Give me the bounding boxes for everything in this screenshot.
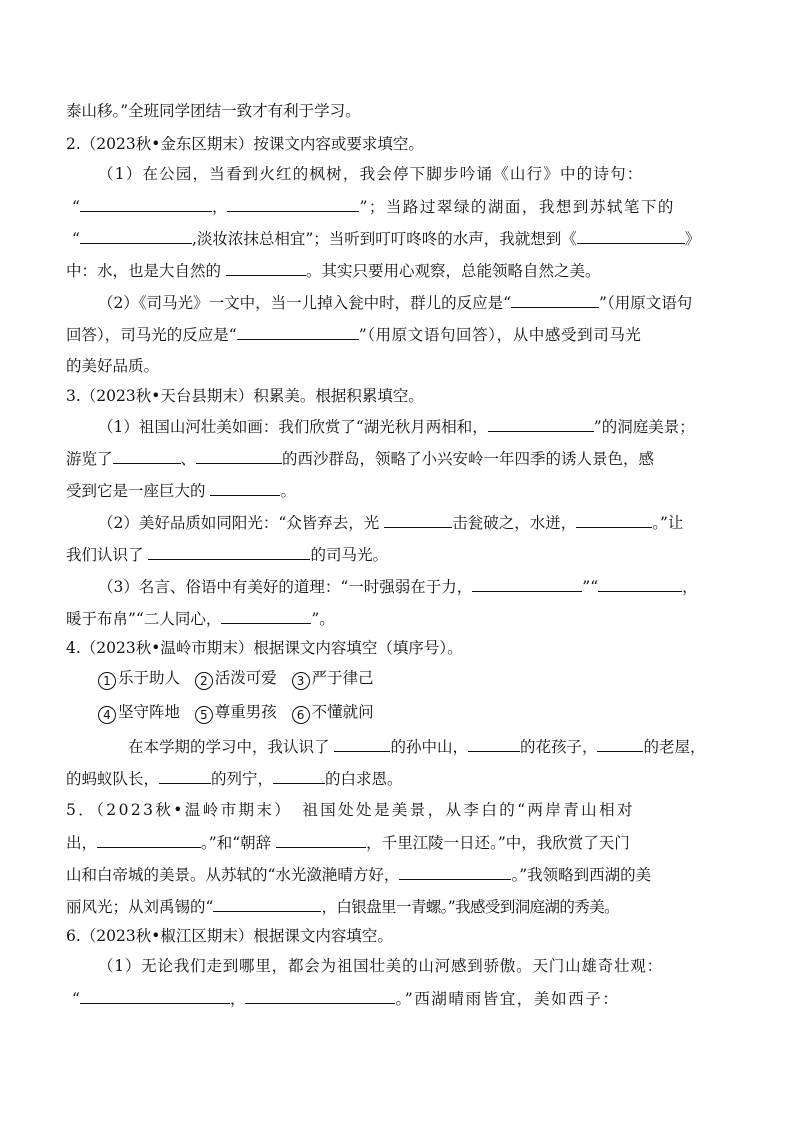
answer-blank[interactable]	[511, 292, 599, 308]
question-2-header: 2.（2023秋•金东区期末）按课文内容或要求填空。	[66, 135, 424, 153]
text-line: （1）祖国山河壮美如画：我们欣赏了“湖光秋月两相和， ”的洞庭美景；	[98, 418, 695, 436]
answer-blank[interactable]	[227, 196, 359, 212]
text-line: “ ,淡妆浓抹总相宜”；当听到叮叮咚咚的水声，我就想到《 》	[72, 230, 701, 248]
option: 5 尊重男孩	[195, 703, 277, 721]
question-6-header: 6.（2023秋•椒江区期末）根据课文内容填空。	[66, 927, 393, 945]
question-5-header: 5．（2023秋•温岭市期末） 祖国处处是美景，从李白的“两岸青山相对	[66, 801, 635, 819]
answer-blank[interactable]	[468, 736, 520, 752]
answer-blank[interactable]	[245, 988, 395, 1004]
text-line: （1）在公园，当看到火红的枫树，我会停下脚步吟诵《山行》中的诗句：	[98, 165, 644, 183]
answer-blank[interactable]	[488, 416, 594, 432]
answer-blank[interactable]	[113, 448, 181, 464]
text-line: （2）《司马光》一文中，当一儿掉入瓮中时，群儿的反应是“ ”（用原文语句	[98, 294, 693, 312]
number-circle-icon: 3	[292, 672, 310, 690]
number-circle-icon: 2	[195, 672, 213, 690]
text-line: “ ， ”；当路过翠绿的湖面，我想到苏轼笔下的	[72, 198, 675, 216]
answer-blank[interactable]	[399, 864, 511, 880]
question-3-header: 3.（2023秋•天台县期末）积累美。根据积累填空。	[66, 387, 424, 405]
answer-blank[interactable]	[196, 448, 282, 464]
text-line: 的美好品质。	[66, 357, 160, 375]
answer-blank[interactable]	[97, 832, 201, 848]
text-line: （3）名言、俗语中有美好的道理：“一时强弱在于力， ”“ ，	[98, 578, 698, 596]
text-line: 出， 。”和“朝辞 ，千里江陵一日还。”中，我欣赏了天门	[66, 834, 630, 852]
answer-blank[interactable]	[226, 260, 306, 276]
answer-blank[interactable]	[273, 768, 325, 784]
options-row	[98, 668, 374, 690]
answer-blank[interactable]	[237, 324, 359, 340]
option: 1 乐于助人	[98, 669, 180, 687]
option: 4 坚守阵地	[98, 703, 180, 721]
option: 2 活泼可爱	[195, 669, 277, 687]
text-line: （2）美好品质如同阳光：“众皆弃去，光 击瓮破之，水迸， 。”让	[98, 514, 684, 532]
text-line: “ ， 。”西湖晴雨皆宜，美如西子：	[72, 990, 620, 1008]
text-line: 的蚂蚁队长， 的列宁， 的白求恩。	[66, 770, 403, 788]
answer-blank[interactable]	[80, 228, 192, 244]
answer-blank[interactable]	[384, 512, 452, 528]
text-line: 暖于布帛”“二人同心， ”。	[66, 610, 335, 628]
answer-blank[interactable]	[159, 768, 211, 784]
text-line: 中：水，也是大自然的 。其实只要用心观察，总能领略自然之美。	[66, 262, 601, 280]
answer-blank[interactable]	[80, 988, 230, 1004]
text-line: 我们认识了 的司马光。	[66, 546, 388, 564]
options-row	[98, 702, 374, 724]
answer-blank[interactable]	[597, 736, 643, 752]
option: 3 严于律己	[292, 669, 374, 687]
answer-blank[interactable]	[210, 480, 280, 496]
text-line: 丽风光；从刘禹锡的“ ，白银盘里一青螺。”我感受到洞庭湖的秀美。	[66, 898, 620, 916]
number-circle-icon: 6	[292, 706, 310, 724]
text-line: 受到它是一座巨大的 。	[66, 482, 296, 500]
answer-blank[interactable]	[80, 196, 212, 212]
text-line: 在本学期的学习中，我认识了 的孙中山， 的花孩子， 的老屋，	[128, 738, 706, 756]
text-line: 泰山移。”全班同学团结一致才有利于学习。	[66, 102, 361, 120]
answer-blank[interactable]	[148, 544, 310, 560]
answer-blank[interactable]	[472, 576, 582, 592]
number-circle-icon: 1	[98, 672, 116, 690]
answer-blank[interactable]	[276, 832, 366, 848]
text-line: （1）无论我们走到哪里，都会为祖国壮美的山河感到骄傲。天门山雄奇壮观：	[98, 957, 663, 975]
text-line: 游览了 、 的西沙群岛，领略了小兴安岭一年四季的诱人景色，感	[66, 450, 655, 468]
text-line: 回答），司马光的反应是“ ”（用原文语句回答），从中感受到司马光	[66, 326, 642, 344]
answer-blank[interactable]	[221, 608, 311, 624]
option: 6 不懂就问	[292, 703, 374, 721]
answer-blank[interactable]	[598, 576, 682, 592]
answer-blank[interactable]	[213, 896, 321, 912]
answer-blank[interactable]	[576, 512, 652, 528]
answer-blank[interactable]	[334, 736, 390, 752]
answer-blank[interactable]	[577, 228, 685, 244]
text-line: 山和白帝城的美景。从苏轼的“水光潋滟晴方好， 。”我领略到西湖的美	[66, 866, 652, 884]
question-4-header: 4.（2023秋•温岭市期末）根据课文内容填空（填序号）。	[66, 639, 463, 657]
number-circle-icon: 5	[195, 706, 213, 724]
number-circle-icon: 4	[98, 706, 116, 724]
